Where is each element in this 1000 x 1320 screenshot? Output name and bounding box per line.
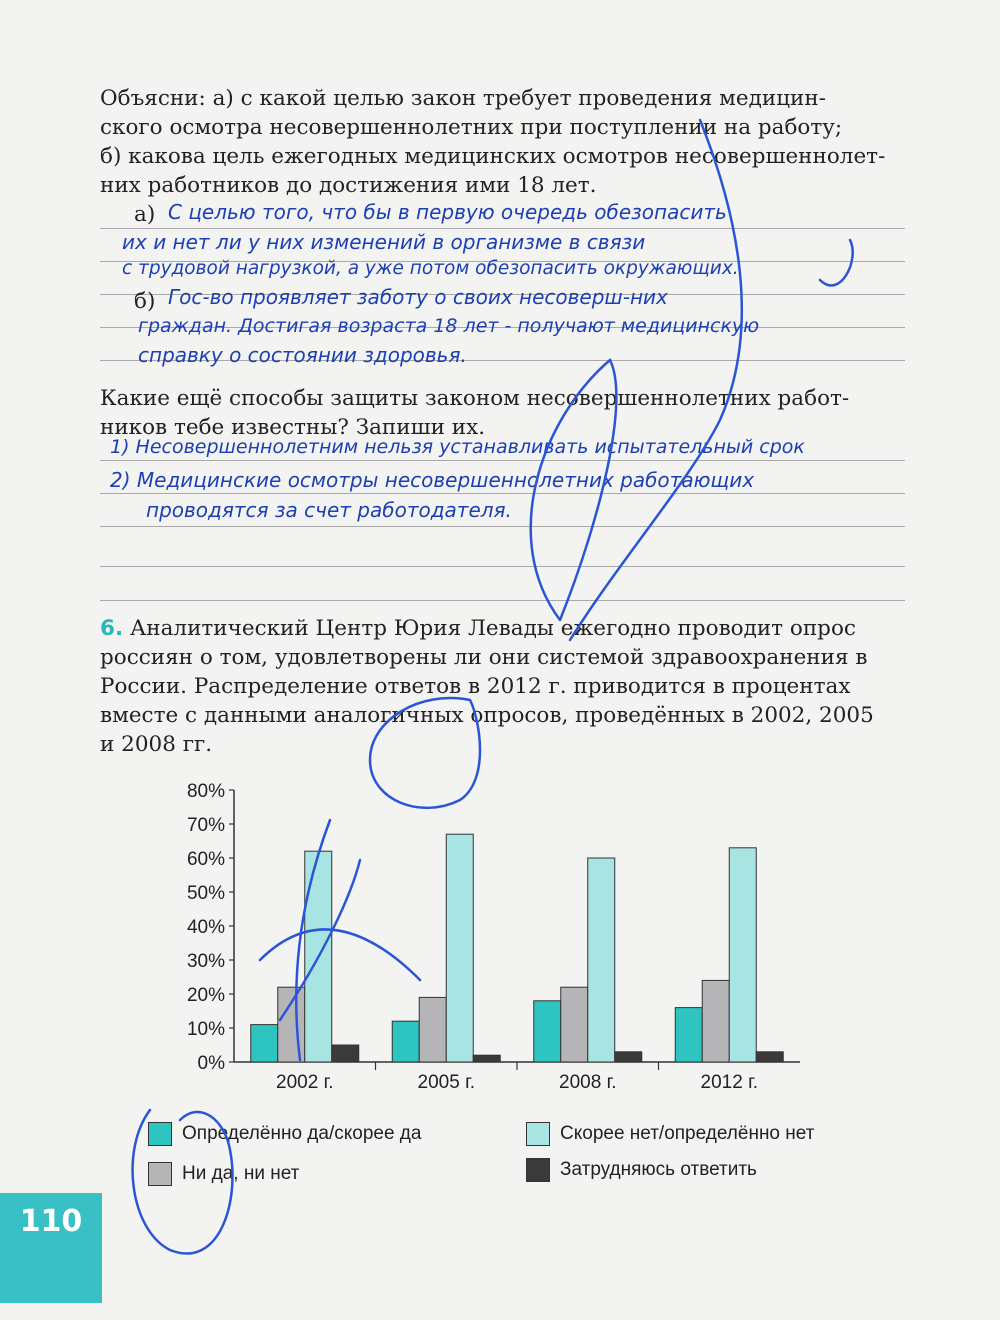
intro-line: Объясни: а) с какой целью закон требует проведения медицин- (100, 86, 826, 111)
handwritten-line: граждан. Достигая возраста 18 лет - получают медицинскую (138, 315, 760, 337)
intro-line: б) какова цель ежегодных медицинских осмотров несовершеннолет- (100, 144, 886, 169)
handwritten-line: с трудовой нагрузкой, а уже потом обезопасить окружающих. (122, 258, 739, 279)
handwritten-line: С целью того, что бы в первую очередь обезопасить (168, 200, 727, 224)
y-tick-label: 40% (186, 917, 225, 938)
legend-item (526, 1158, 757, 1182)
answer-b-label: б) (134, 289, 156, 314)
y-tick-label: 0% (197, 1053, 225, 1074)
bar (278, 987, 305, 1062)
y-tick-label: 20% (186, 985, 225, 1006)
legend-swatch (148, 1122, 172, 1146)
x-tick-label: 2012 г. (700, 1072, 758, 1093)
answer-rule (100, 228, 905, 229)
question-line: ников тебе известны? Запиши их. (100, 415, 486, 440)
legend-item (148, 1122, 421, 1146)
bar (473, 1055, 500, 1062)
bar (756, 1052, 783, 1062)
bar (332, 1045, 359, 1062)
task6-paragraph (100, 614, 905, 759)
handwritten-line: проводятся за счет работодателя. (146, 498, 512, 522)
answer-rule (100, 493, 905, 494)
answer-rule (100, 526, 905, 527)
task6-line: россиян о том, удовлетворены ли они системой здравоохранения в (100, 645, 868, 670)
question2-paragraph (100, 384, 905, 442)
bar (702, 980, 729, 1062)
y-tick-label: 70% (186, 815, 225, 836)
bar (615, 1052, 642, 1062)
handwritten-line: справку о состоянии здоровья. (138, 343, 467, 367)
handwritten-line: Гос-во проявляет заботу о своих несоверш-них (168, 285, 668, 309)
handwritten-line: их и нет ли у них изменений в организме в связи (122, 230, 646, 254)
task6-line: 6. Аналитический Центр Юрия Левады ежегодно проводит опрос (100, 616, 856, 641)
task6-line: вместе с данными аналогичных опросов, проведённых в 2002, 2005 (100, 703, 874, 728)
y-tick-label: 30% (186, 951, 225, 972)
x-tick-label: 2005 г. (417, 1072, 475, 1093)
legend-label: Определённо да/скорее да (182, 1123, 422, 1145)
question-line: Какие ещё способы защиты законом несовершеннолетних работ- (100, 386, 850, 411)
bar (588, 858, 615, 1062)
bar (561, 987, 588, 1062)
legend-swatch (148, 1162, 172, 1186)
bar (392, 1021, 419, 1062)
intro-line: ского осмотра несовершеннолетних при поступлении на работу; (100, 115, 843, 140)
handwritten-line: 2) Медицинские осмотры несовершеннолетних работающих (110, 468, 755, 492)
bar (251, 1025, 278, 1062)
page-number: 110 (0, 1193, 102, 1303)
legend-label: Скорее нет/определённо нет (560, 1123, 815, 1145)
bar-chart (150, 770, 810, 1100)
intro-paragraph (100, 84, 905, 200)
handwritten-line: 1) Несовершеннолетним нельзя устанавливать испытательный срок (110, 436, 805, 458)
legend-swatch (526, 1122, 550, 1146)
bar (305, 851, 332, 1062)
task6-line: и 2008 гг. (100, 732, 213, 757)
answer-a-label: а) (134, 202, 156, 227)
bar (534, 1001, 561, 1062)
y-tick-label: 10% (186, 1019, 225, 1040)
bar (419, 997, 446, 1062)
y-tick-label: 60% (186, 849, 225, 870)
intro-line: них работников до достижения ими 18 лет. (100, 173, 597, 198)
bar (446, 834, 473, 1062)
legend-label: Ни да, ни нет (182, 1163, 300, 1185)
x-tick-label: 2008 г. (559, 1072, 617, 1093)
bar (729, 848, 756, 1062)
answer-rule (100, 566, 905, 567)
bar (675, 1008, 702, 1062)
legend-swatch (526, 1158, 550, 1182)
legend-item (148, 1162, 299, 1186)
legend-label: Затрудняюсь ответить (560, 1159, 757, 1181)
task-number: 6. (100, 616, 124, 641)
answer-rule (100, 460, 905, 461)
y-tick-label: 50% (186, 883, 225, 904)
legend-item (526, 1122, 814, 1146)
y-tick-label: 80% (186, 781, 225, 802)
task6-line: России. Распределение ответов в 2012 г. приводится в процентах (100, 674, 851, 699)
answer-rule (100, 600, 905, 601)
x-tick-label: 2002 г. (276, 1072, 334, 1093)
chart-legend (148, 1122, 848, 1192)
